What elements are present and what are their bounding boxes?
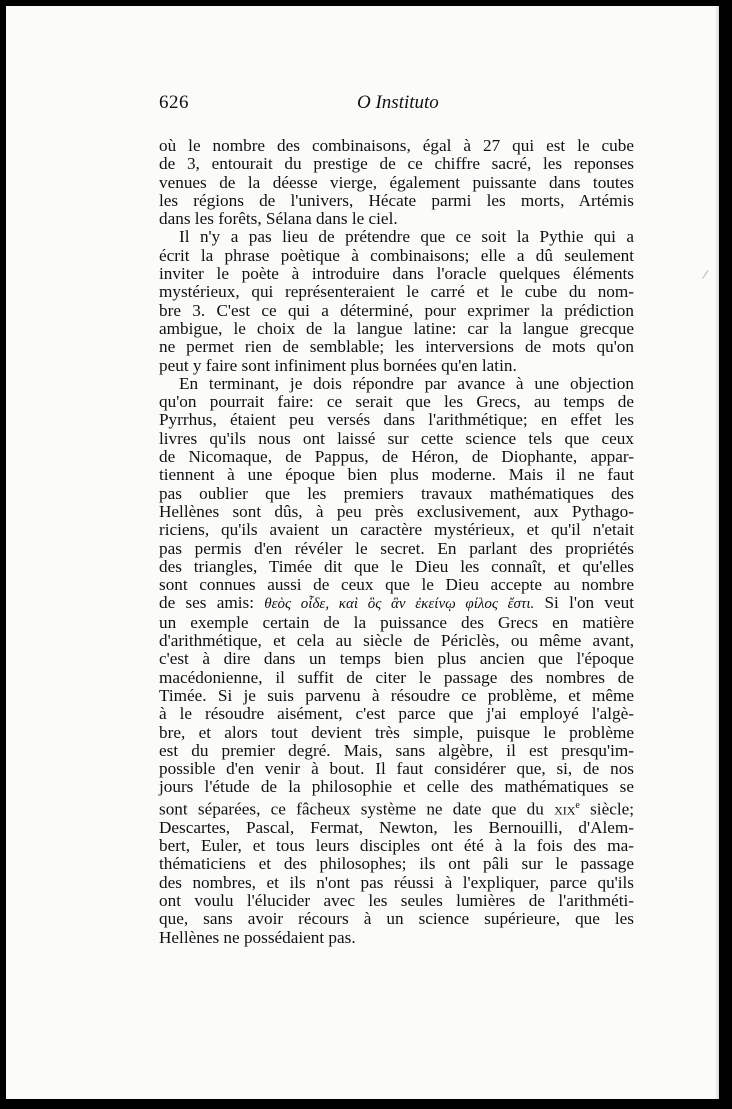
text-line: dans les forêts, Sélana dans le ciel. <box>159 209 398 229</box>
text-line: des nombres, et ils n'ont pas réussi à l'expliquer, parce qu'ils <box>159 872 634 892</box>
text-line: pas oublier que les premiers travaux mathématiques des <box>159 483 634 503</box>
text-line-century: sont séparées, ce fâcheux système ne date que du xix$^e$ siècle; <box>159 799 635 819</box>
text-line: jours l'étude de la philosophie et celle des mathématiques se <box>159 777 634 797</box>
text-line: à le résoudre aisément, c'est parce que j'ai employé l'algè- <box>159 704 634 724</box>
text-line: que, sans avoir récours à un science supérieure, que les <box>159 909 634 929</box>
text-line-greek-quote: de ses amis: θεὸς οἶδε, καὶ ὃς ἂν ἐκείνῳ φίλος ἔστι. Si l'on veut <box>159 593 634 613</box>
text-line: qu'on pourrait faire: ce serait que les Grecs, au temps de <box>159 392 634 412</box>
text-line: macédonienne, il suffit de citer le passage des nombres de <box>159 667 634 687</box>
page-number: 626 <box>159 92 189 113</box>
text-line: écrit la phrase poètique à combinaisons; elle a dû seulement <box>159 245 634 265</box>
text-line: venues de la déesse vierge, également puissante dans toutes <box>159 172 634 192</box>
text-line: c'est à dire dans un temps bien plus ancien que l'époque <box>159 649 634 669</box>
text-line: Descartes, Pascal, Fermat, Newton, les Bernouilli, d'Alem- <box>159 817 634 837</box>
text-line: peut y faire sont infiniment plus bornées qu'en latin. <box>159 355 517 375</box>
text-line: mystérieux, qui représenteraient le carré et le cube du nom- <box>159 282 634 302</box>
text-line: possible d'en venir à bout. Il faut considérer que, si, de nos <box>159 759 634 779</box>
text-line: bre 3. C'est ce qui a déterminé, pour exprimer la prédiction <box>159 300 634 320</box>
text-line: ne permet rien de semblable; les interversions de mots qu'on <box>159 337 634 357</box>
text-line: thématiciens et des philosophes; ils ont pâli sur le passage <box>159 854 634 874</box>
text-line: de 3, entourait du prestige de ce chiffre sacré, les reponses <box>159 154 634 174</box>
greek-quotation: θεὸς οἶδε, καὶ ὃς ἂν ἐκείνῳ φίλος ἔστι. <box>264 596 535 613</box>
text-line: inviter le poète à introduire dans l'oracle quelques éléments <box>159 264 634 284</box>
text-line: où le nombre des combinaisons, égal à 27 qui est le cube <box>159 136 634 155</box>
text-line: d'arithmétique, et cela au siècle de Périclès, ou même avant, <box>159 631 634 651</box>
text-line: Hellènes ne possédaient pas. <box>159 927 356 947</box>
text-line: livres qu'ils nous ont laissé sur cette science tels que ceux <box>159 428 634 448</box>
running-title: O Instituto <box>357 92 439 113</box>
text-line: bre, et alors tout devient très simple, puisque le problème <box>159 722 634 742</box>
text-line: tiennent à une époque bien plus moderne. Mais il ne faut <box>159 465 634 485</box>
paragraph <box>159 228 634 374</box>
text-line: des triangles, Timée dit que le Dieu les connaît, et qu'elles <box>159 556 634 576</box>
text-line: riciens, qu'ils avaient un caractère mystérieux, et qu'il n'etait <box>159 520 634 540</box>
text-line: un exemple certain de la puissance des Grecs en matière <box>159 612 634 632</box>
text-line: ambigue, le choix de la langue latine: car la langue grecque <box>159 318 634 338</box>
text-line: Pyrrhus, étaient peu versés dans l'arithmétique; en effet les <box>159 410 634 430</box>
paragraph <box>159 375 634 947</box>
body-text <box>159 137 634 947</box>
margin-pencil-mark: / <box>701 267 709 284</box>
text-line: Hellènes sont dûs, à peu près exclusivement, aux Pythago- <box>159 501 634 521</box>
page-header <box>159 92 634 118</box>
text-line: bert, Euler, et tous leurs disciples ont été à la fois des ma- <box>159 836 634 856</box>
text-line: pas permis d'en révéler le secret. En parlant des propriétés <box>159 538 634 558</box>
text-line: de Nicomaque, de Pappus, de Héron, de Diophante, appar- <box>159 447 634 467</box>
text-line: les régions de l'univers, Hécate parmi les morts, Artémis <box>159 190 634 210</box>
text-line: ont voulu l'élucider avec les seules lumières de l'arithméti- <box>159 890 634 910</box>
document-page <box>6 6 719 1099</box>
text-line: En terminant, je dois répondre par avance à une objection <box>179 373 634 393</box>
text-line: Timée. Si je suis parvenu à résoudre ce problème, et même <box>159 685 634 705</box>
text-line: est du premier degré. Mais, sans algèbre, il est presqu'im- <box>159 740 634 760</box>
paragraph <box>159 137 634 228</box>
text-line: sont connues aussi de ceux que le Dieu accepte au nombre <box>159 575 634 595</box>
text-line: Il n'y a pas lieu de prétendre que ce soit la Pythie qui a <box>179 227 634 247</box>
